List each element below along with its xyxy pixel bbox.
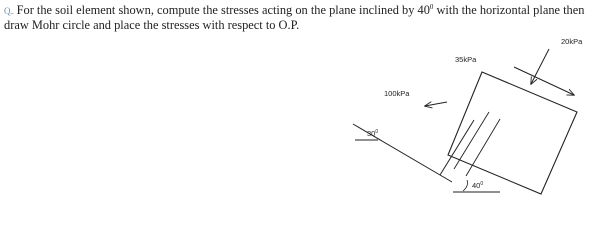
label-40-value: 40 (472, 181, 481, 190)
stress-arrow-100kpa (425, 102, 447, 106)
question-number: Q.. (4, 6, 14, 16)
question-text-part2: with the horizontal plane then draw Mohr circle and place the stresses with respect to O.P. (4, 3, 585, 32)
label-30-superscript: 0 (375, 129, 379, 135)
angle-40-arc (463, 180, 468, 191)
label-30-value: 30 (367, 129, 376, 138)
label-35kpa: 35kPa (455, 55, 477, 64)
soil-element-square (448, 72, 577, 194)
plane-hatch-line (454, 112, 489, 169)
label-20kpa: 20kPa (561, 37, 583, 46)
plane-hatch-line (466, 119, 500, 176)
degree-superscript: 0 (429, 3, 434, 11)
plane-normal-arrow (440, 120, 474, 175)
label-30-angle (367, 129, 378, 138)
label-40-angle (472, 181, 483, 190)
label-100kpa: 100kPa (384, 89, 410, 98)
question-text-part1: For the soil element shown, compute the stresses acting on the plane inclined by 40 (16, 3, 430, 17)
stress-arrow-35kpa (514, 67, 574, 95)
label-40-superscript: 0 (480, 181, 484, 187)
